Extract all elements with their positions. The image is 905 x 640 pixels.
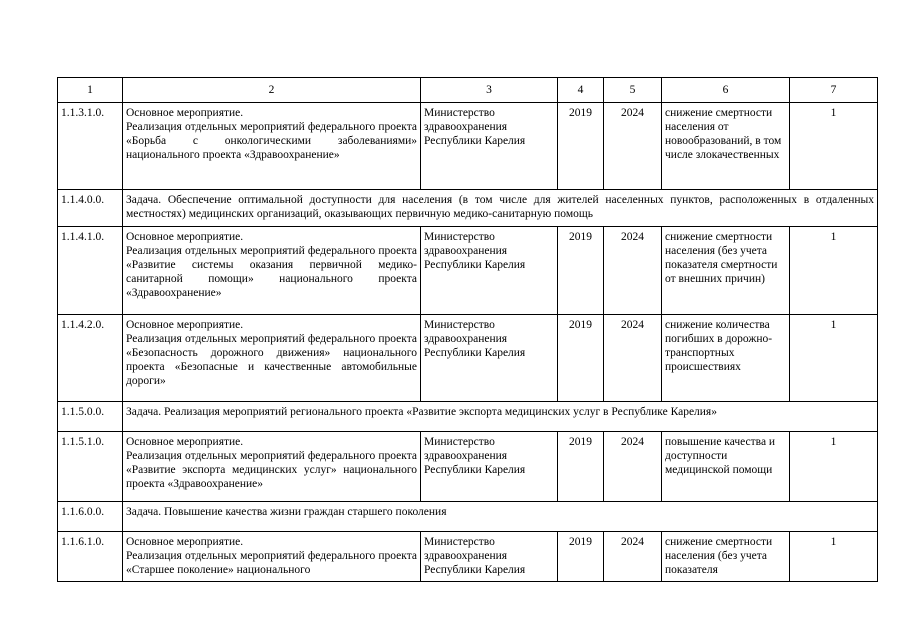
indicator: снижение смертности населения (без учета показателя [662,532,790,582]
header-cell: 2 [123,78,421,103]
row-code: 1.1.5.0.0. [58,402,123,432]
measure-cell [123,432,421,502]
header-cell: 3 [421,78,558,103]
task-row [58,502,878,532]
row-code: 1.1.5.1.0. [58,432,123,502]
table-header-row [58,78,878,103]
link-number: 1 [790,227,878,315]
row-code: 1.1.6.1.0. [58,532,123,582]
link-number: 1 [790,103,878,190]
header-cell: 5 [604,78,662,103]
executor: Министерство здравоохранения Республики Карелия [421,103,558,190]
measure-title: Основное мероприятие. [126,107,244,119]
header-cell: 4 [558,78,604,103]
task-row [58,190,878,227]
executor: Министерство здравоохранения Республики Карелия [421,227,558,315]
measure-description: Реализация отдельных мероприятий федерального проекта «Развитие системы оказания первичной медико-санитарной помощи» национального проекта «Здравоохранение» [126,245,417,299]
executor: Министерство здравоохранения Республики Карелия [421,532,558,582]
row-code: 1.1.4.0.0. [58,190,123,227]
end-year: 2024 [604,532,662,582]
task-text: Задача. Реализация мероприятий регионального проекта «Развитие экспорта медицинских услуг в Республике Карелия» [123,402,878,432]
task-text: Задача. Повышение качества жизни граждан старшего поколения [123,502,878,532]
measure-description: Реализация отдельных мероприятий федерального проекта «Безопасность дорожного движения» национального проекта «Безопасные и качественные автомобильные дороги» [126,333,417,387]
row-code: 1.1.4.2.0. [58,315,123,402]
measure-cell [123,103,421,190]
measure-cell [123,532,421,582]
indicator: снижение количества погибших в дорожно-транспортных происшествиях [662,315,790,402]
indicator: снижение смертности населения (без учета показателя смертности от внешних причин) [662,227,790,315]
measure-title: Основное мероприятие. [126,436,244,448]
measure-cell [123,227,421,315]
measure-row [58,532,878,582]
measure-row [58,315,878,402]
row-code: 1.1.3.1.0. [58,103,123,190]
indicator: снижение смертности населения от новообразований, в том числе злокачественных [662,103,790,190]
measure-description: Реализация отдельных мероприятий федерального проекта «Борьба с онкологическими заболеваниями» национального проекта «Здравоохранение» [126,121,417,161]
header-cell: 6 [662,78,790,103]
measure-title: Основное мероприятие. [126,319,244,331]
link-number: 1 [790,315,878,402]
link-number: 1 [790,432,878,502]
link-number: 1 [790,532,878,582]
indicator: повышение качества и доступности медицинской помощи [662,432,790,502]
measure-row [58,432,878,502]
measure-row [58,227,878,315]
start-year: 2019 [558,315,604,402]
measure-description: Реализация отдельных мероприятий федерального проекта «Развитие экспорта медицинских услуг» национального проекта «Здравоохранение» [126,450,417,490]
row-code: 1.1.6.0.0. [58,502,123,532]
header-cell: 7 [790,78,878,103]
task-text: Задача. Обеспечение оптимальной доступности для населения (в том числе для жителей населенных пунктов, расположенных в отдаленных местностях) медицинских организаций, оказывающих первичную медико-санитарную помощь [123,190,878,227]
start-year: 2019 [558,103,604,190]
measure-cell [123,315,421,402]
end-year: 2024 [604,103,662,190]
task-row [58,402,878,432]
executor: Министерство здравоохранения Республики Карелия [421,315,558,402]
header-cell: 1 [58,78,123,103]
row-code: 1.1.4.1.0. [58,227,123,315]
measure-title: Основное мероприятие. [126,536,244,548]
end-year: 2024 [604,432,662,502]
end-year: 2024 [604,227,662,315]
measure-title: Основное мероприятие. [126,231,244,243]
start-year: 2019 [558,227,604,315]
start-year: 2019 [558,532,604,582]
end-year: 2024 [604,315,662,402]
executor: Министерство здравоохранения Республики Карелия [421,432,558,502]
start-year: 2019 [558,432,604,502]
measure-row [58,103,878,190]
measure-description: Реализация отдельных мероприятий федерального проекта «Старшее поколение» национального [126,550,417,576]
program-measures-table [57,77,878,582]
